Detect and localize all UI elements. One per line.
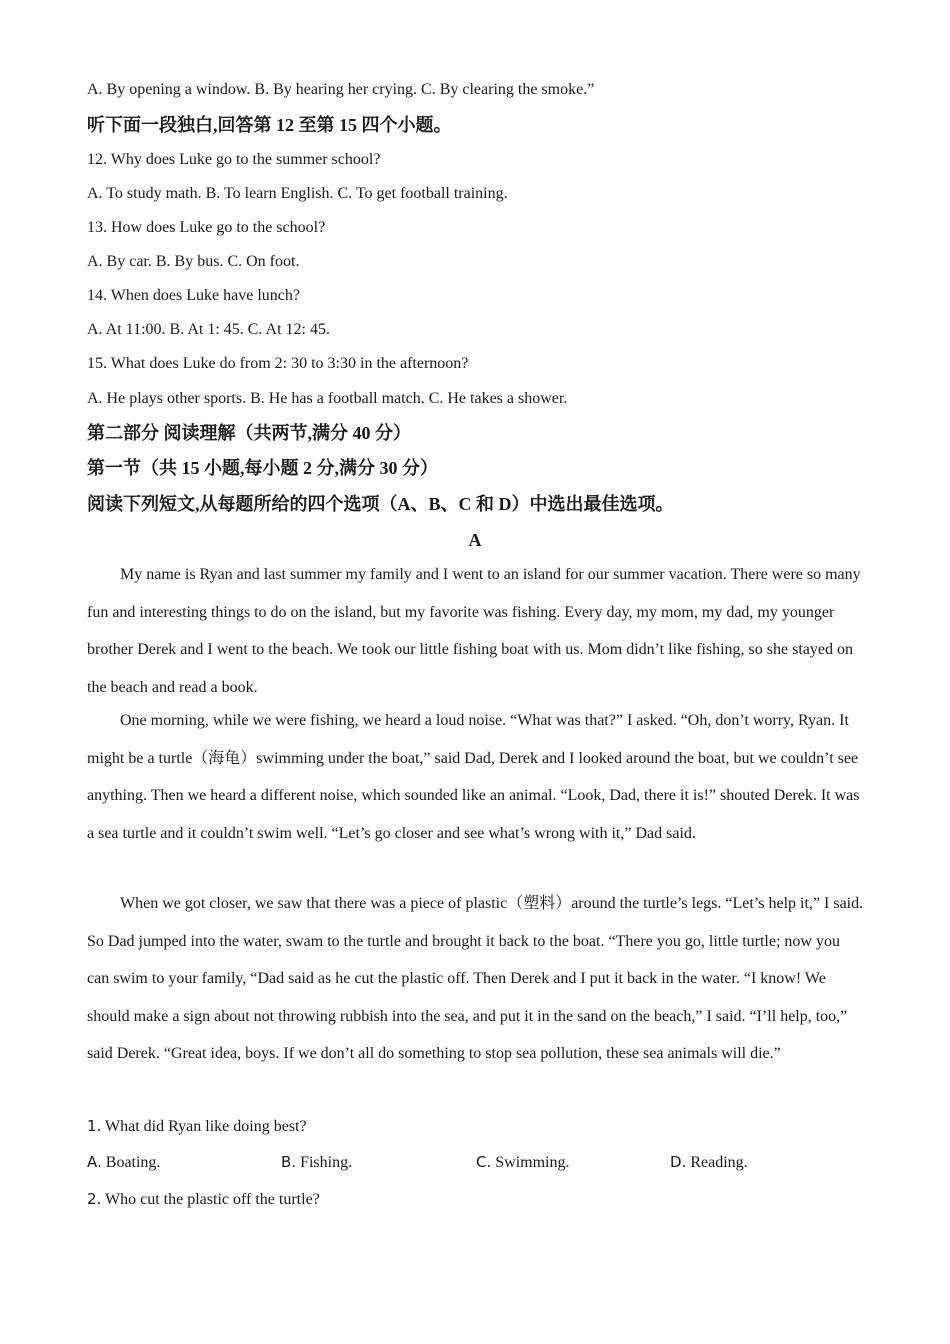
option-text: Fishing. [296, 1154, 353, 1171]
passage-paragraph-1: My name is Ryan and last summer my family and I went to an island for our summer vacation. There were so many fun and interesting things to do on the island, but my favorite was fishing. Every day, my mom, my dad, my younger brother Derek and I went to the beach. We took our little fishing boat with us. Mom didn’t like fishing, so she stayed on the beach and read a book. [87, 566, 861, 696]
reading-section-title: 第一节（共 15 小题,每小题 2 分,满分 30 分） [87, 458, 438, 478]
q14-options: A. At 11:00. B. At 1: 45. C. At 12: 45. [87, 321, 330, 338]
q1-option-b [281, 1152, 352, 1173]
passage-label: A [468, 530, 482, 550]
option-letter: C. [476, 1153, 492, 1171]
q1-option-d [670, 1152, 748, 1173]
q2-number: 2. [87, 1190, 102, 1208]
option-text: Swimming. [491, 1154, 570, 1171]
q1-question [87, 1116, 307, 1137]
q2-text: Who cut the plastic off the turtle? [101, 1191, 320, 1208]
q11-options: A. By opening a window. B. By hearing her crying. C. By clearing the smoke.” [87, 81, 595, 98]
q2-question [87, 1189, 320, 1210]
q12-options: A. To study math. B. To learn English. C. To get football training. [87, 185, 508, 202]
listening-instruction: 听下面一段独白,回答第 12 至第 15 四个小题。 [87, 115, 452, 135]
q15-options: A. He plays other sports. B. He has a football match. C. He takes a shower. [87, 390, 568, 407]
passage-paragraph-2: One morning, while we were fishing, we heard a loud noise. “What was that?” I asked. “Oh, don’t worry, Ryan. It might be a turtle（海龟）swimming under the boat,” said Dad, Derek and I looked around the boat, but we couldn’t see anything. Then we heard a different noise, which sounded like an animal. “Look, Dad, there it is!” shouted Derek. It was a sea turtle and it couldn’t swim well. “Let’s go closer and see what’s wrong with it,” Dad said. [87, 712, 860, 842]
q15-question: 15. What does Luke do from 2: 30 to 3:30 in the afternoon? [87, 355, 469, 372]
option-text: Reading. [686, 1154, 748, 1171]
option-letter: A. [87, 1153, 102, 1171]
reading-instruction: 阅读下列短文,从每题所给的四个选项（A、B、C 和 D）中选出最佳选项。 [87, 494, 674, 514]
q1-number: 1. [87, 1117, 102, 1135]
option-letter: D. [670, 1153, 687, 1171]
q12-question: 12. Why does Luke go to the summer school? [87, 151, 381, 168]
q1-option-c [476, 1152, 569, 1173]
passage-paragraph-3: When we got closer, we saw that there was a piece of plastic（塑料）around the turtle’s legs. “Let’s help it,” I said. So Dad jumped into the water, swam to the turtle and brought it back to the boat. “There you go, little turtle; now you can swim to your family, “Dad said as he cut the plastic off. Then Derek and I put it back in the water. “I know! We should make a sign about not throwing rubbish into the sea, and put it in the sand on the beach,” I said. “I’ll help, too,” said Derek. “Great idea, boys. If we don’t all do something to stop sea pollution, these sea animals will die.” [87, 895, 864, 1062]
option-text: Boating. [101, 1154, 161, 1171]
option-letter: B. [281, 1153, 297, 1171]
q13-options: A. By car. B. By bus. C. On foot. [87, 253, 300, 270]
q1-text: What did Ryan like doing best? [101, 1118, 307, 1135]
reading-part-title: 第二部分 阅读理解（共两节,满分 40 分） [87, 423, 411, 443]
q13-question: 13. How does Luke go to the school? [87, 219, 326, 236]
q14-question: 14. When does Luke have lunch? [87, 287, 300, 304]
q1-option-a [87, 1152, 160, 1173]
